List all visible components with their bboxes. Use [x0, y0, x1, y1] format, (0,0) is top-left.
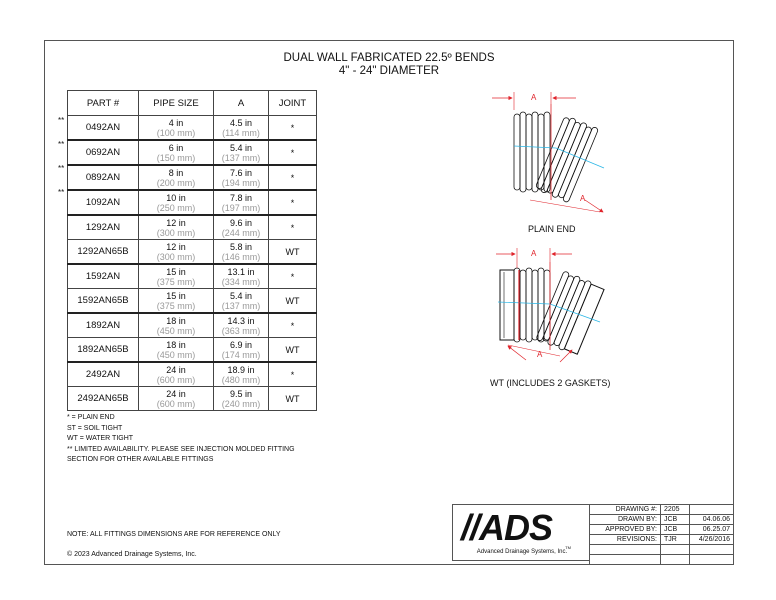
a-in: 18.9 in: [227, 364, 255, 375]
note-plain-end: * = PLAIN END: [67, 414, 115, 421]
wt-centerline: [498, 302, 550, 304]
title-block-drawn-row: [590, 515, 734, 525]
a-mm: (480 mm): [221, 374, 261, 385]
drawn-by-value: JCB: [661, 515, 690, 525]
title-block: [589, 504, 734, 565]
part-number: 1592AN65B: [77, 294, 129, 306]
plain-end-caption: PLAIN END: [528, 224, 576, 234]
a-in: 9.5 in: [229, 388, 253, 399]
ads-logo-tm: TM: [565, 545, 571, 550]
a-mm: (240 mm): [221, 398, 261, 409]
drawing-number-value: 2205: [661, 505, 690, 515]
part-number: 1292AN: [85, 221, 121, 233]
wt-dim-label-bottom: A: [537, 350, 543, 359]
pipe-size-in: 12 in: [166, 217, 186, 228]
drawn-by-label: DRAWN BY:: [590, 515, 661, 525]
a-mm: (114 mm): [222, 127, 260, 138]
part-number: 1592AN: [85, 270, 121, 282]
revisions-value: TJR: [661, 535, 690, 545]
joint-type: WT: [285, 246, 300, 257]
joint-type: *: [290, 320, 295, 331]
joint-type: *: [290, 147, 295, 158]
pipe-size-in: 24 in: [166, 364, 186, 375]
a-in: 6.9 in: [229, 339, 253, 350]
a-in: 4.5 in: [229, 117, 253, 128]
wt-dim-diag: [508, 345, 560, 356]
part-number: 2492AN65B: [77, 392, 129, 404]
a-mm: (146 mm): [221, 251, 261, 262]
blank-cell: [590, 555, 661, 565]
part-number: 1292AN65B: [77, 245, 129, 257]
pipe-size-mm: (375 mm): [156, 300, 196, 311]
blank-cell: [690, 545, 734, 555]
plain-end-drawing: [492, 92, 604, 212]
part-number: 0892AN: [85, 171, 121, 183]
a-in: 14.3 in: [227, 315, 255, 326]
blank-cell: [590, 545, 661, 555]
part-number: 2492AN: [85, 368, 121, 380]
part-number: 1892AN65B: [77, 343, 129, 355]
pipe-size-in: 15 in: [166, 290, 186, 301]
joint-type: WT: [285, 295, 300, 306]
joint-type: *: [290, 172, 295, 183]
blank-cell: [661, 555, 690, 565]
blank-cell: [690, 555, 734, 565]
pipe-size-mm: (250 mm): [156, 202, 196, 213]
pipe-size-in: 18 in: [166, 315, 186, 326]
a-in: 13.1 in: [227, 266, 255, 277]
pipe-size-in: 10 in: [166, 192, 186, 203]
pipe-size-mm: (200 mm): [156, 177, 196, 188]
note-reference: NOTE: ALL FITTINGS DIMENSIONS ARE FOR REFERENCE ONLY: [67, 531, 281, 538]
wt-angled-section: [536, 271, 605, 356]
revisions-label: REVISIONS:: [590, 535, 661, 545]
limited-availability-mark: **: [58, 188, 65, 197]
limited-availability-mark: **: [58, 140, 65, 149]
wt-caption: WT (INCLUDES 2 GASKETS): [490, 378, 611, 388]
joint-type: *: [290, 222, 295, 233]
joint-type: *: [290, 271, 295, 282]
copyright: © 2023 Advanced Drainage Systems, Inc.: [67, 551, 197, 558]
wt-dim-arrow-br: [560, 350, 572, 362]
joint-type: *: [290, 197, 295, 208]
drawn-date: 04.06.06: [690, 515, 734, 525]
note-water-tight: WT = WATER TIGHT: [67, 435, 134, 442]
a-mm: (334 mm): [221, 276, 261, 287]
pipe-size-in: 6 in: [168, 142, 184, 153]
title-block-empty: [690, 505, 734, 515]
drawing-number-label: DRAWING #:: [590, 505, 661, 515]
note-limited-1: ** LIMITED AVAILABILITY. PLEASE SEE INJECTION MOLDED FITTING: [67, 445, 295, 453]
joint-type: WT: [285, 344, 300, 355]
ads-logo-mark: //ADS: [461, 507, 553, 548]
pipe-size-in: 15 in: [166, 266, 186, 277]
note-limited-2: SECTION FOR OTHER AVAILABLE FITTINGS: [67, 456, 214, 463]
limited-availability-mark: **: [58, 164, 65, 173]
pipe-size-mm: (150 mm): [156, 152, 196, 163]
pipe-size-in: 12 in: [166, 241, 186, 252]
pipe-size-mm: (300 mm): [156, 227, 196, 238]
title-block-drawing-row: [590, 505, 734, 515]
pipe-size-mm: (300 mm): [156, 251, 196, 262]
limited-availability-mark: **: [58, 116, 65, 125]
wt-dim-label-top: A: [531, 249, 537, 258]
pipe-size-mm: (450 mm): [156, 325, 196, 336]
header-a: A: [214, 91, 269, 116]
a-in: 9.6 in: [229, 217, 253, 228]
approved-by-value: JCB: [661, 525, 690, 535]
joint-type: WT: [285, 393, 300, 404]
part-number: 1892AN: [85, 319, 121, 331]
a-mm: (197 mm): [221, 202, 261, 213]
plain-end-centerline-angled: [556, 148, 604, 168]
header-pipe-size: PIPE SIZE: [139, 91, 214, 116]
ads-logo: [452, 504, 590, 561]
title-line-2: 4" - 24" DIAMETER: [338, 65, 440, 77]
approved-by-label: APPROVED BY:: [590, 525, 661, 535]
pipe-size-in: 4 in: [168, 117, 184, 128]
pipe-size-in: 18 in: [166, 339, 186, 350]
joint-type: *: [290, 122, 295, 133]
part-number: 0492AN: [85, 121, 121, 133]
a-in: 5.4 in: [229, 142, 253, 153]
header-part: PART #: [68, 91, 139, 116]
a-in: 5.8 in: [229, 241, 253, 252]
pipe-size-mm: (600 mm): [156, 374, 196, 385]
title-block-blank-row: [590, 555, 734, 565]
ads-logo-subtitle: Advanced Drainage Systems, Inc.: [476, 549, 568, 555]
title-block-blank-row: [590, 545, 734, 555]
approved-date: 06.25.07: [690, 525, 734, 535]
a-mm: (244 mm): [221, 227, 261, 238]
plain-end-dim-label-top: A: [531, 93, 537, 102]
a-mm: (137 mm): [221, 300, 261, 311]
header-joint: JOINT: [269, 91, 317, 116]
pipe-size-mm: (100 mm): [156, 127, 196, 138]
pipe-size-mm: (600 mm): [156, 398, 196, 409]
a-in: 7.6 in: [229, 167, 253, 178]
pipe-size-in: 8 in: [168, 167, 184, 178]
a-mm: (174 mm): [221, 349, 261, 360]
a-in: 5.4 in: [229, 290, 253, 301]
a-mm: (194 mm): [221, 177, 261, 188]
title-line-1: DUAL WALL FABRICATED 22.5º BENDS: [283, 52, 495, 64]
wt-drawing: [496, 248, 605, 362]
plain-end-dim-label-bottom: A: [580, 194, 586, 203]
joint-type: *: [290, 369, 295, 380]
a-mm: (137 mm): [221, 152, 261, 163]
plain-end-dim-arrow-br: [585, 200, 603, 212]
part-number: 0692AN: [85, 146, 121, 158]
title-block-approved-row: [590, 525, 734, 535]
pipe-size-mm: (450 mm): [156, 349, 196, 360]
pipe-size-mm: (375 mm): [156, 276, 196, 287]
blank-cell: [661, 545, 690, 555]
wt-coupling-left: [500, 270, 514, 340]
part-number: 1092AN: [85, 196, 121, 208]
a-mm: (363 mm): [221, 325, 261, 336]
a-in: 7.8 in: [229, 192, 253, 203]
revisions-date: 4/26/2016: [690, 535, 734, 545]
note-soil-tight: ST = SOIL TIGHT: [67, 424, 123, 432]
pipe-size-in: 24 in: [166, 388, 186, 399]
title-block-revisions-row: [590, 535, 734, 545]
